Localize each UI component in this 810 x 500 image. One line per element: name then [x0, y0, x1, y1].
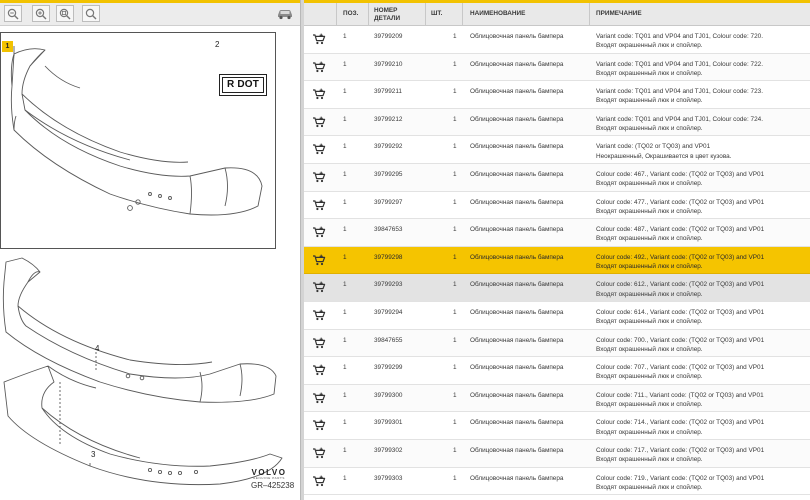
header-pos[interactable]: ПОЗ. — [343, 10, 359, 17]
header-part-number[interactable]: НОМЕР ДЕТАЛИ — [374, 7, 401, 22]
table-row[interactable] — [304, 302, 810, 330]
r-dot-badge-inner — [222, 77, 264, 93]
zoom-in-icon[interactable] — [32, 5, 50, 22]
table-row[interactable] — [304, 136, 810, 164]
cell-part-number[interactable]: 39847653 — [374, 226, 403, 234]
cell-qty: 1 — [453, 281, 457, 289]
cell-part-number[interactable]: 39799211 — [374, 88, 402, 96]
add-to-cart-icon[interactable] — [312, 475, 326, 487]
cell-part-number[interactable]: 39799300 — [374, 391, 403, 399]
add-to-cart-icon[interactable] — [312, 226, 326, 238]
cell-note-line: Входят окрашенный люк и спойлер. — [596, 263, 703, 270]
table-row[interactable] — [304, 109, 810, 137]
cell-pos: 1 — [343, 171, 347, 178]
cell-part-number[interactable]: 39799292 — [374, 143, 403, 151]
callout-3-label[interactable]: 3 — [91, 450, 96, 459]
cell-name: Облицовочная панель бампера — [470, 391, 564, 399]
cell-note — [596, 225, 808, 243]
add-to-cart-icon[interactable] — [312, 116, 326, 128]
cell-name: Облицовочная панель бампера — [470, 198, 564, 206]
cell-qty: 1 — [453, 33, 457, 40]
cell-note-line: Colour code: 467., Variant code: (TQ02 or TQ03) and VP01 — [596, 171, 765, 178]
cell-part-number[interactable]: 39799298 — [374, 253, 403, 261]
add-to-cart-icon[interactable] — [312, 419, 326, 431]
cell-note-line: Variant code: (TQ02 or TQ03) and VP01 — [596, 143, 711, 151]
cell-name: Облицовочная панель бампера — [470, 253, 564, 261]
add-to-cart-icon[interactable] — [312, 171, 326, 183]
cell-note-line: Входят окрашенный люк и спойлер. — [596, 456, 703, 464]
cell-pos: 1 — [343, 281, 347, 289]
table-row[interactable] — [304, 81, 810, 109]
callout-2-label: 2 — [215, 40, 220, 49]
table-row[interactable] — [304, 468, 810, 496]
header-separator — [336, 3, 337, 26]
table-row[interactable] — [304, 385, 810, 413]
cell-note — [596, 280, 808, 298]
parts-table-pane — [304, 0, 810, 500]
cell-note-line: Входят окрашенный люк и спойлер. — [596, 42, 703, 50]
cell-note-line: Colour code: 707., Variant code: (TQ02 or TQ03) and VP01 — [596, 364, 765, 372]
add-to-cart-icon[interactable] — [312, 143, 326, 155]
cell-qty: 1 — [453, 171, 457, 178]
cell-pos: 1 — [343, 474, 347, 482]
cell-note-line: Colour code: 717., Variant code: (TQ02 or TQ03) and VP01 — [596, 447, 765, 454]
cell-qty: 1 — [453, 226, 457, 234]
volvo-brand: VOLVO — [251, 468, 287, 477]
cell-name: Облицовочная панель бампера — [470, 143, 564, 151]
cell-note-line: Colour code: 487., Variant code: (TQ02 or TQ03) and VP01 — [596, 226, 765, 234]
cell-note-line: Входят окрашенный люк и спойлер. — [596, 345, 703, 353]
cell-pos: 1 — [343, 253, 347, 261]
cell-note-line: Входят окрашенный люк и спойлер. — [596, 180, 703, 188]
cell-note-line: Входят окрашенный люк и спойлер. — [596, 401, 703, 408]
cell-note — [596, 308, 808, 326]
cell-pos: 1 — [343, 33, 347, 40]
cell-name: Облицовочная панель бампера — [470, 364, 564, 372]
cell-part-number[interactable]: 39799210 — [374, 60, 403, 68]
cell-note-line: Colour code: 714., Variant code: (TQ02 or TQ03) and VP01 — [596, 419, 765, 427]
cell-note — [596, 32, 808, 50]
zoom-search-icon[interactable] — [82, 5, 100, 22]
table-row[interactable] — [304, 357, 810, 385]
cell-note-line: Входят окрашенный люк и спойлер. — [596, 290, 703, 298]
add-to-cart-icon[interactable] — [312, 364, 326, 376]
header-note[interactable]: ПРИМЕЧАНИЕ — [596, 10, 642, 17]
cell-part-number[interactable]: 39847655 — [374, 336, 403, 344]
cell-note-line: Colour code: 477., Variant code: (TQ02 or TQ03) and VP01 — [596, 198, 765, 206]
cell-pos: 1 — [343, 364, 347, 372]
cell-note-line: Colour code: 719., Variant code: (TQ02 or TQ03) and VP01 — [596, 474, 765, 482]
cell-pos: 1 — [343, 226, 347, 234]
table-row[interactable] — [304, 440, 810, 468]
table-row[interactable] — [304, 26, 810, 54]
add-to-cart-icon[interactable] — [312, 199, 326, 211]
add-to-cart-icon[interactable] — [312, 337, 326, 349]
cell-pos: 1 — [343, 309, 347, 316]
cell-note-line: Входят окрашенный люк и спойлер. — [596, 318, 703, 326]
cell-part-number[interactable]: 39799293 — [374, 281, 403, 289]
add-to-cart-icon[interactable] — [312, 33, 326, 45]
cell-qty: 1 — [453, 60, 457, 68]
cell-note — [596, 142, 808, 160]
header-separator — [368, 3, 369, 26]
cell-note — [596, 87, 808, 105]
table-row[interactable] — [304, 330, 810, 358]
cell-qty: 1 — [453, 364, 457, 372]
diagram-toolbar — [0, 0, 300, 26]
cell-note-line: Colour code: 612., Variant code: (TQ02 or TQ03) and VP01 — [596, 281, 765, 289]
accent-bar — [0, 0, 300, 3]
table-row[interactable] — [304, 54, 810, 82]
r-dot-badge-text: R DOT — [226, 79, 260, 90]
volvo-brand-sub: GENUINE PARTS — [252, 476, 286, 480]
diagram-pane — [0, 0, 300, 500]
cell-note-line: Colour code: 614., Variant code: (TQ02 or TQ03) and VP01 — [596, 309, 765, 316]
cell-note — [596, 391, 808, 409]
cell-pos: 1 — [343, 336, 347, 344]
cell-note-line: Входят окрашенный люк и спойлер. — [596, 69, 703, 77]
header-name[interactable]: НАИМЕНОВАНИЕ — [470, 10, 526, 17]
table-row[interactable] — [304, 247, 810, 275]
zoom-fit-icon[interactable] — [56, 5, 74, 22]
header-separator — [589, 3, 590, 26]
header-separator — [425, 3, 426, 26]
zoom-out-icon[interactable] — [4, 5, 22, 22]
cell-name: Облицовочная панель бампера — [470, 309, 564, 316]
cell-note — [596, 170, 808, 188]
cell-part-number[interactable]: 39799294 — [374, 309, 403, 316]
cell-name: Облицовочная панель бампера — [470, 60, 564, 68]
parts-diagram — [0, 26, 300, 500]
cell-name: Облицовочная панель бампера — [470, 88, 564, 96]
cell-name: Облицовочная панель бампера — [470, 419, 564, 427]
cell-note-line: Variant code: TQ01 and VP04 and TJ01, Colour code: 720. — [596, 33, 763, 40]
cell-note — [596, 446, 808, 464]
table-row[interactable] — [304, 274, 810, 302]
cell-pos: 1 — [343, 419, 347, 427]
bumper-line-drawing — [0, 26, 300, 500]
diagram-reference: GR–425238 — [251, 481, 295, 490]
cell-note-line: Входят окрашенный люк и спойлер. — [596, 373, 703, 381]
cell-note-line: Variant code: TQ01 and VP04 and TJ01, Colour code: 724. — [596, 115, 763, 123]
cell-part-number[interactable]: 39799303 — [374, 474, 403, 482]
table-row[interactable] — [304, 192, 810, 220]
cell-note-line: Входят окрашенный люк и спойлер. — [596, 125, 703, 132]
cell-note — [596, 60, 808, 78]
cell-name: Облицовочная панель бампера — [470, 115, 564, 123]
callout-4-label[interactable]: 4 — [95, 344, 100, 353]
add-to-cart-icon[interactable] — [312, 447, 326, 459]
cell-qty: 1 — [453, 309, 457, 316]
cell-note-line: Входят окрашенный люк и спойлер. — [596, 428, 703, 436]
cell-qty: 1 — [453, 115, 457, 123]
header-accent-bar — [304, 0, 810, 3]
cell-pos: 1 — [343, 143, 347, 151]
cell-part-number[interactable]: 39799295 — [374, 171, 403, 178]
cell-qty: 1 — [453, 447, 457, 454]
cell-qty: 1 — [453, 336, 457, 344]
cell-note-line: Colour code: 492., Variant code: (TQ02 or TQ03) and VP01 — [596, 253, 765, 261]
header-separator — [462, 3, 463, 26]
cell-part-number[interactable]: 39799297 — [374, 198, 403, 206]
cell-qty: 1 — [453, 391, 457, 399]
r-dot-badge — [219, 74, 267, 96]
cell-qty: 1 — [453, 198, 457, 206]
volvo-logo — [244, 468, 294, 480]
cell-note-line: Входят окрашенный люк и спойлер. — [596, 207, 703, 215]
cell-part-number[interactable]: 39799299 — [374, 364, 403, 372]
cell-qty: 1 — [453, 419, 457, 427]
cell-qty: 1 — [453, 253, 457, 261]
cell-part-number[interactable]: 39799302 — [374, 447, 403, 454]
car-icon[interactable] — [276, 6, 294, 20]
cell-part-number[interactable]: 39799212 — [374, 115, 403, 123]
cell-note — [596, 198, 808, 216]
cell-part-number[interactable]: 39799301 — [374, 419, 403, 427]
cell-name: Облицовочная панель бампера — [470, 447, 564, 454]
table-row[interactable] — [304, 164, 810, 192]
add-to-cart-icon[interactable] — [312, 309, 326, 321]
add-to-cart-icon[interactable] — [312, 392, 326, 404]
cell-note-line: Входят окрашенный люк и спойлер. — [596, 235, 703, 243]
cell-pos: 1 — [343, 391, 347, 399]
cell-note-line: Входят окрашенный люк и спойлер. — [596, 97, 703, 105]
cell-pos: 1 — [343, 115, 347, 123]
cell-note — [596, 115, 808, 133]
cell-pos: 1 — [343, 60, 347, 68]
cell-note-line: Colour code: 711., Variant code: (TQ02 or TQ03) and VP01 — [596, 391, 764, 399]
cell-name: Облицовочная панель бампера — [470, 226, 564, 234]
table-row[interactable] — [304, 412, 810, 440]
cell-name: Облицовочная панель бампера — [470, 33, 564, 40]
cell-qty: 1 — [453, 474, 457, 482]
cell-qty: 1 — [453, 88, 457, 96]
cell-part-number[interactable]: 39799209 — [374, 33, 403, 40]
cell-note — [596, 253, 808, 271]
add-to-cart-icon[interactable] — [312, 61, 326, 73]
cell-name: Облицовочная панель бампера — [470, 336, 564, 344]
cell-note — [596, 336, 808, 354]
cell-pos: 1 — [343, 447, 347, 454]
add-to-cart-icon[interactable] — [312, 88, 326, 100]
cell-note — [596, 418, 808, 436]
cell-note-line: Variant code: TQ01 and VP04 and TJ01, Colour code: 722. — [596, 60, 763, 68]
header-qty[interactable]: ШТ. — [431, 10, 443, 17]
cell-pos: 1 — [343, 88, 347, 96]
cell-note-line: Входят окрашенный люк и спойлер. — [596, 483, 703, 491]
cell-pos: 1 — [343, 198, 347, 206]
table-row[interactable] — [304, 219, 810, 247]
callout-1-label: 1 — [5, 43, 10, 50]
cell-note-line: Variant code: TQ01 and VP04 and TJ01, Colour code: 723. — [596, 88, 763, 96]
table-header — [304, 0, 810, 26]
add-to-cart-icon[interactable] — [312, 254, 326, 266]
cell-note — [596, 363, 808, 381]
cell-name: Облицовочная панель бампера — [470, 474, 564, 482]
cell-note — [596, 474, 808, 492]
cell-name: Облицовочная панель бампера — [470, 281, 564, 289]
add-to-cart-icon[interactable] — [312, 281, 326, 293]
cell-qty: 1 — [453, 143, 457, 151]
cell-note-line: Colour code: 700., Variant code: (TQ02 or TQ03) and VP01 — [596, 336, 765, 344]
cell-note-line: Неокрашенный, Окрашивается в цвет кузова. — [596, 152, 732, 160]
cell-name: Облицовочная панель бампера — [470, 171, 564, 178]
